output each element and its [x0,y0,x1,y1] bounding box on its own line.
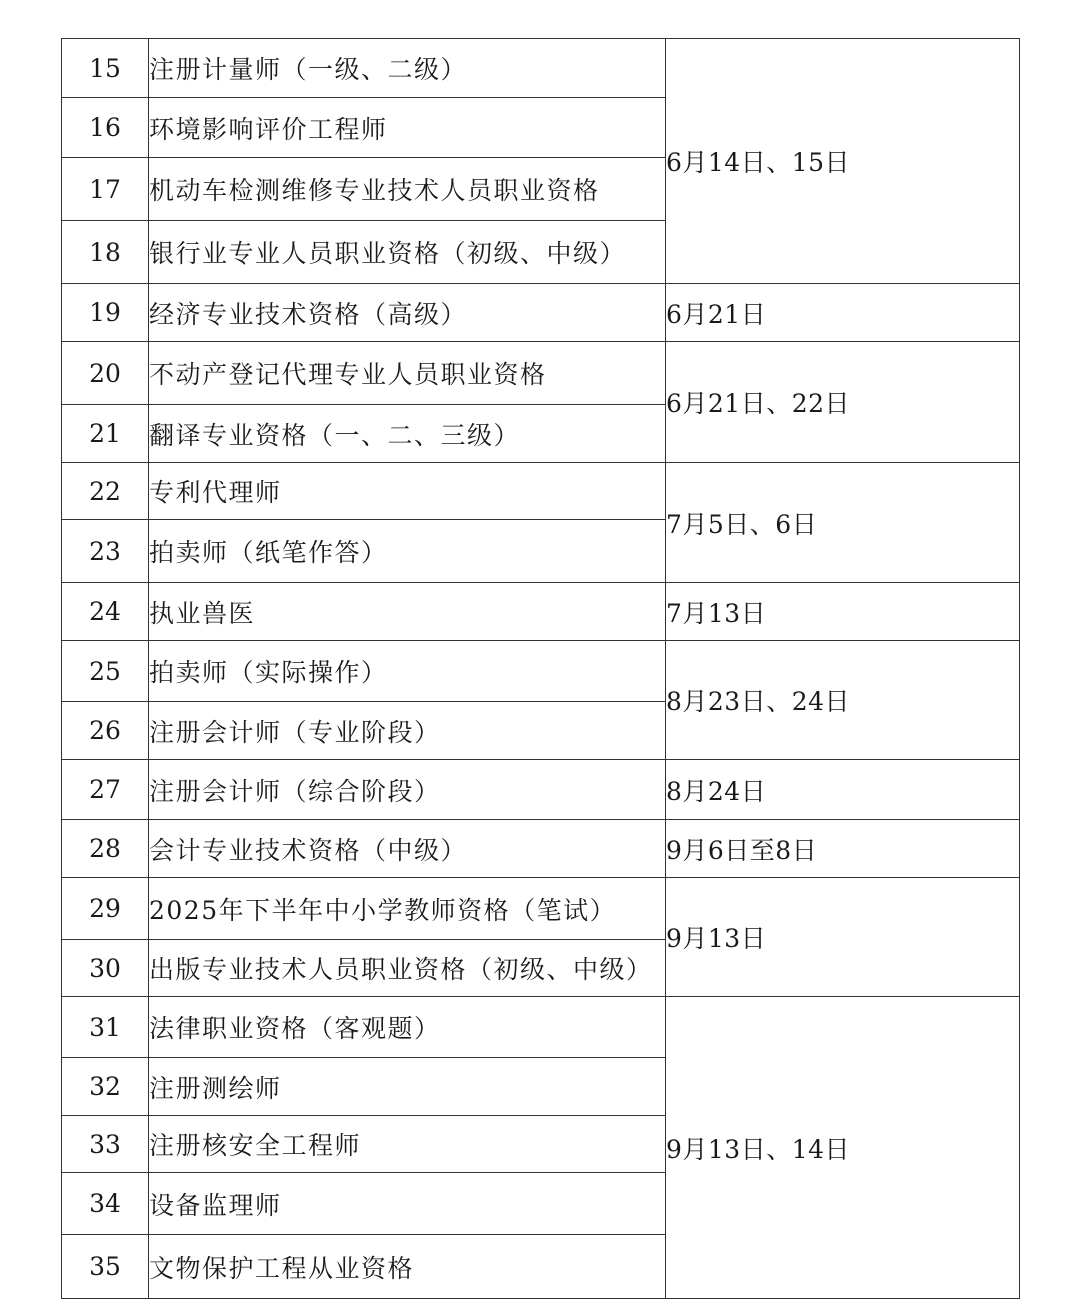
exam-name: 设备监理师 [149,1173,666,1235]
exam-name: 注册计量师（一级、二级） [149,39,666,98]
row-number: 23 [62,520,149,583]
exam-name: 拍卖师（实际操作） [149,641,666,702]
row-number: 34 [62,1173,149,1235]
exam-name: 注册会计师（综合阶段） [149,760,666,820]
table-row [62,284,1020,342]
table-row [62,641,1020,702]
exam-name: 出版专业技术人员职业资格（初级、中级） [149,940,666,997]
exam-name: 注册核安全工程师 [149,1116,666,1173]
exam-date: 6月21日 [666,284,1020,342]
row-number: 20 [62,342,149,405]
exam-name: 经济专业技术资格（高级） [149,284,666,342]
table-row [62,342,1020,405]
exam-name: 环境影响评价工程师 [149,98,666,158]
table-row [62,463,1020,520]
exam-date: 6月21日、22日 [666,342,1020,463]
table-row [62,878,1020,940]
exam-date: 8月23日、24日 [666,641,1020,760]
row-number: 35 [62,1235,149,1299]
table-row [62,820,1020,878]
row-number: 29 [62,878,149,940]
exam-date: 9月13日 [666,878,1020,997]
exam-date: 9月13日、14日 [666,997,1020,1299]
exam-date: 6月14日、15日 [666,39,1020,284]
row-number: 26 [62,702,149,760]
row-number: 27 [62,760,149,820]
row-number: 25 [62,641,149,702]
exam-date: 7月5日、6日 [666,463,1020,583]
exam-name: 注册测绘师 [149,1058,666,1116]
row-number: 32 [62,1058,149,1116]
exam-name: 拍卖师（纸笔作答） [149,520,666,583]
row-number: 19 [62,284,149,342]
row-number: 16 [62,98,149,158]
exam-name: 注册会计师（专业阶段） [149,702,666,760]
exam-name: 法律职业资格（客观题） [149,997,666,1058]
row-number: 18 [62,221,149,284]
exam-name: 机动车检测维修专业技术人员职业资格 [149,158,666,221]
row-number: 30 [62,940,149,997]
exam-name: 不动产登记代理专业人员职业资格 [149,342,666,405]
exam-name: 会计专业技术资格（中级） [149,820,666,878]
row-number: 17 [62,158,149,221]
exam-date: 7月13日 [666,583,1020,641]
exam-name: 专利代理师 [149,463,666,520]
exam-name: 文物保护工程从业资格 [149,1235,666,1299]
table-row [62,583,1020,641]
row-number: 24 [62,583,149,641]
exam-date: 9月6日至8日 [666,820,1020,878]
row-number: 31 [62,997,149,1058]
row-number: 15 [62,39,149,98]
table-row [62,997,1020,1058]
row-number: 21 [62,405,149,463]
row-number: 33 [62,1116,149,1173]
row-number: 22 [62,463,149,520]
exam-name: 银行业专业人员职业资格（初级、中级） [149,221,666,284]
exam-date: 8月24日 [666,760,1020,820]
exam-name: 翻译专业资格（一、二、三级） [149,405,666,463]
table-row [62,39,1020,98]
table-row [62,760,1020,820]
exam-schedule-table [61,38,1020,1299]
row-number: 28 [62,820,149,878]
exam-name: 2025年下半年中小学教师资格（笔试） [149,878,666,940]
exam-name: 执业兽医 [149,583,666,641]
